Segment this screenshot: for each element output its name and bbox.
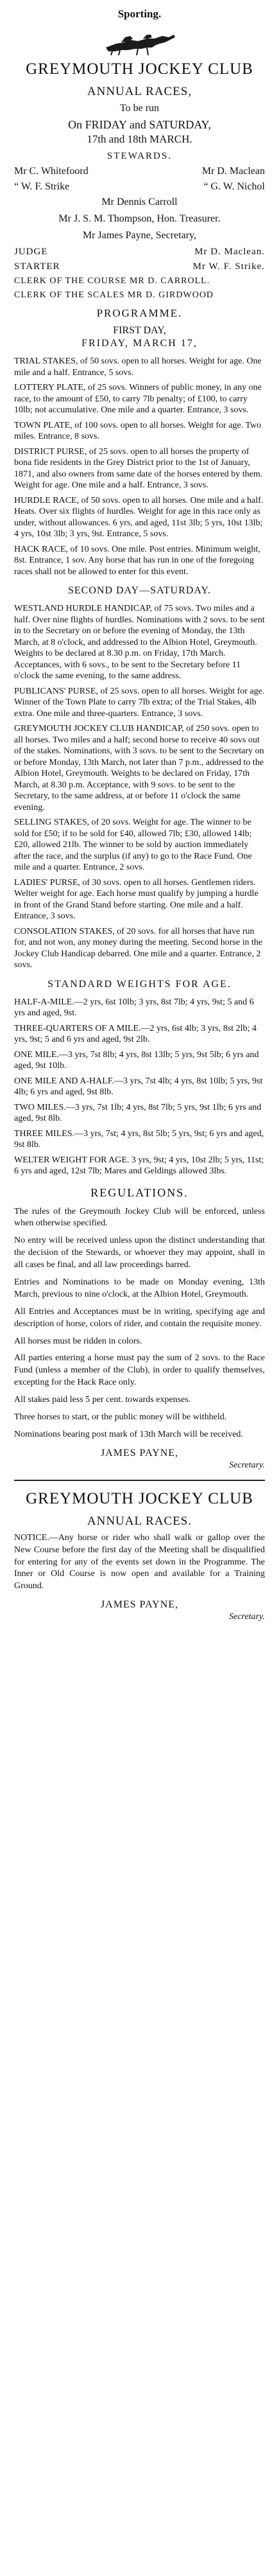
- race-entry: LOTTERY PLATE, of 25 sovs. Winners of public money, in any one race, to the amount of £50, to carry 7lb penalty; of £100, to carry 10lb; not accumulative. One mile and a quarter. Entrance, 3 sovs.: [14, 383, 262, 415]
- regulation-paragraph: Entries and Nominations to be made on Monday evening, 13th March, previous to nine o'clock, at the Albion Hotel, Greymouth.: [14, 1277, 265, 1299]
- race-dates-2: 17th and 18th MARCH.: [87, 133, 192, 145]
- starter-row: [14, 261, 265, 272]
- steward-name: “ W. F. Strike: [14, 181, 70, 192]
- weights-title: STANDARD WEIGHTS FOR AGE.: [47, 978, 232, 990]
- to-be-run-text: To be run: [119, 103, 160, 114]
- regulation-paragraph: All stakes paid less 5 per cent. towards expenses.: [14, 1395, 191, 1405]
- races-subtitle: ANNUAL RACES,: [87, 85, 192, 98]
- race-entry: GREYMOUTH JOCKEY CLUB HANDICAP, of 250 sovs. open to all horses. Two miles and a half; second horse to receive 40 sovs out of the stakes. Nominations, with 3 sovs. to be sent to the Secretary on or before Monday, 13th March, not later than 7 p.m., addressed to the Albion Hotel, Greymouth. Weights to be declared on Friday, 17th March, at 8.30 p.m. Acceptance, with 9 sovs. to be sent to the Secretary, to the same address, at or before 11 o'clock the same evening.: [14, 724, 264, 812]
- weights-line: THREE MILES.—3 yrs, 7st; 4 yrs, 8st 5lb; 5 yrs, 9st; 6 yrs and aged, 9st 8lb.: [14, 1128, 264, 1150]
- steward-name: “ G. W. Nichol: [203, 181, 265, 192]
- day-1-subtitle: FRIDAY, MARCH 17,: [81, 338, 198, 349]
- secretary-line: Mr James Payne, Secretary,: [82, 230, 197, 241]
- regulation-paragraph: The rules of the Greymouth Jockey Club will be enforced, unless when otherwise specified.: [14, 1206, 265, 1229]
- race-entry: HACK RACE, of 10 sovs. One mile. Post entries. Minimum weight, 8st. Entrance, 1 sov. Any horse that has run in one of the foregoing races shall not be allowed to enter for this event.: [14, 544, 260, 577]
- weights-line: THREE-QUARTERS OF A MILE.—2 yrs, 6st 4lb; 3 yrs, 8st 2lb; 4 yrs, 9st; 5 and 6 yrs and aged, 9st 2lb.: [14, 1023, 257, 1044]
- day-1-title: FIRST DAY,: [113, 325, 166, 336]
- official-name: Mr W. F. Strike.: [192, 261, 265, 272]
- regulation-paragraph: No entry will be received unless upon the distinct understanding that the decision of the Stewards, or whoever they may appoint, shall in all cases be final, and all law proceedings barred.: [14, 1236, 265, 1270]
- steward-name: Mr C. Whitefoord: [14, 166, 89, 177]
- club-title-text: GREYMOUTH JOCKEY CLUB: [26, 1489, 253, 1507]
- notice-text: NOTICE.—Any horse or rider who shall walk or gallop over the New Course before the first day of the Meeting shall be disqualified for entering for any of the events set down in the Programme. The Inner or Old Course is now open and available for a Training Ground.: [14, 1532, 265, 1591]
- programme-title: PROGRAMME.: [96, 307, 183, 319]
- race-entry: SELLING STAKES, of 20 sovs. Weight for age. The winner to be sold for £50; if to be sold for £40, allowed 7lb; £30, allowed 14lb; £20, allowed 21lb. The winner to be sold by auction immediately after the race, and the surplus (if any) to go to the Race Fund. One mile and a quarter. Entrance, 2 sovs.: [14, 818, 252, 872]
- section-divider: [14, 1480, 265, 1481]
- day-2-races: [14, 603, 265, 971]
- weights-line: ONE MILE.—3 yrs, 7st 8lb; 4 yrs, 8st 13lb; 5 yrs, 9st 5lb; 6 yrs and aged, 9st 10lb.: [14, 1049, 259, 1071]
- race-entry: WESTLAND HURDLE HANDICAP, of 75 sovs. Two miles and a half. Over nine flights of hurdles. Nominations with 2 sovs. to be sent in to the Secretary on or before the evening of Monday, the 13th March, at 8 o'clock, and addressed to the Albion Hotel, Greymouth. Weights to be declared at 8.30 p.m. on Friday, 17th March. Acceptances, with 6 sovs., to be sent to the Secretary before 11 o'clock the same evening, to the same address.: [14, 604, 265, 681]
- race-entry: PUBLICANS' PURSE, of 25 sovs. open to all horses. Weight for age. Winner of the Town Plate to carry 7lb extra; of the Trial Stakes, 4lb extra. One mile and three-quarters. Entrance, 3 sovs.: [14, 686, 265, 719]
- clerk-course-line: CLERK OF THE COURSE MR D. CARROLL.: [14, 276, 210, 286]
- weights-line: HALF-A-MILE.—2 yrs, 6st 10lb; 3 yrs, 8st 7lb; 4 yrs, 9st; 5 and 6 yrs and aged, 9st.: [14, 997, 254, 1018]
- race-entry: LADIES' PURSE, of 30 sovs. open to all horses. Gentlemen riders. Welter weight for age. Each horse must qualify by jumping a hurdle in front of the Grand Stand before starting. One mile and a half. Entrance, 3 sovs.: [14, 877, 258, 921]
- regulation-paragraph: Nominations bearing post mark of 13th March will be received.: [14, 1429, 243, 1439]
- official-name: Mr D. Maclean.: [194, 247, 265, 257]
- steward-name: Mr D. Maclean: [201, 166, 265, 177]
- weights-line: WELTER WEIGHT FOR AGE. 3 yrs, 9st; 4 yrs, 10st 2lb; 5 yrs, 11st; 6 yrs and aged, 12st 7lb; Mares and Geldings allowed 3lbs.: [14, 1155, 264, 1176]
- race-entry: CONSOLATION STAKES, of 20 sovs. for all horses that have run for, and not won, any money during the meeting. Second horse in the Jockey Club Handicap debarred. One mile and a quarter. Entrance, 2 sovs.: [14, 926, 263, 970]
- secretary-signature-title: Secretary.: [229, 1460, 265, 1470]
- race-entry: TRIAL STAKES, of 50 sovs. open to all horses. Weight for age. One mile and a half. Entrance, 5 sovs.: [14, 356, 262, 378]
- regulation-paragraph: All horses must be ridden in colors.: [14, 1336, 142, 1346]
- club-title-text: GREYMOUTH JOCKEY CLUB: [26, 60, 253, 78]
- weights-list: [14, 997, 265, 1177]
- steward-name: Mr Dennis Carroll: [101, 197, 178, 207]
- regulation-paragraph: Three horses to start, or the public money will be withheld.: [14, 1412, 227, 1422]
- stewards-row-1: [14, 166, 265, 177]
- secretary-signature-name: JAMES PAYNE,: [100, 1447, 179, 1459]
- clerk-scales-line: CLERK OF THE SCALES MR D. GIRDWOOD: [14, 290, 214, 300]
- day-2-title: SECOND DAY—SATURDAY.: [67, 585, 211, 596]
- day-1-races: [14, 356, 265, 577]
- section-title: Sporting.: [117, 8, 162, 20]
- race-entry: HURDLE RACE, of 50 sovs. open to all horses. One mile and a half. Heats. Over six flights of hurdles. Weight for age in this race only as under, without allowances. 6 yrs, and aged, 11st 3lb; 5 yrs, 10st 13lb; 4 yrs, 10st 3lb; 3 yrs, 9st. Entrance, 5 sovs.: [14, 495, 264, 539]
- regulation-paragraph: All parties entering a horse must pay the sum of 2 sovs. to the Race Fund (unless a member of the Club), in order to qualify themselves, excepting for the Hack Race only.: [14, 1353, 265, 1388]
- official-role: JUDGE: [14, 247, 48, 257]
- stewards-row-2: [14, 181, 265, 193]
- regulations-title: REGULATIONS.: [90, 1186, 189, 1199]
- racehorse-icon: [102, 28, 178, 57]
- stewards-title: STEWARDS.: [107, 151, 172, 161]
- races-subtitle: ANNUAL RACES.: [87, 1514, 192, 1528]
- regulations-list: [14, 1206, 265, 1441]
- club-title: [14, 60, 265, 78]
- official-role: STARTER: [14, 261, 60, 272]
- club-title: [14, 1490, 265, 1508]
- weights-line: TWO MILES.—3 yrs, 7st 1lb; 4 yrs, 8st 7lb; 5 yrs, 9st 1lb; 6 yrs and aged, 9st 8lb.: [14, 1102, 262, 1123]
- race-entry: TOWN PLATE, of 100 sovs. open to all horses. Weight for age. Two miles. Entrance, 8 sovs.: [14, 420, 262, 441]
- race-entry: DISTRICT PURSE, of 25 sovs. open to all horses the property of bona fide residents in the Grey District prior to the 1st of January, 1871, and also owners from same date of the horses entered by them. Weight for age. One mile and a half. Entrance, 3 sovs.: [14, 446, 263, 490]
- judge-row: [14, 247, 265, 258]
- secretary-signature-name: JAMES PAYNE,: [100, 1599, 179, 1611]
- race-dates: On FRIDAY and SATURDAY,: [68, 118, 211, 131]
- masthead: [14, 28, 265, 57]
- regulation-paragraph: All Entries and Acceptances must be in writing, specifying age and description of horse, colors of rider, and contain the requisite money.: [14, 1306, 265, 1329]
- treasurer-line: Mr J. S. M. Thompson, Hon. Treasurer.: [58, 213, 221, 224]
- secretary-signature-title: Secretary.: [229, 1612, 265, 1622]
- weights-line: ONE MILE AND A-HALF.—3 yrs, 7st 4lb; 4 yrs, 8st 10lb; 5 yrs, 9st 4lb; 6 yrs and aged, 9st 8lb.: [14, 1076, 263, 1097]
